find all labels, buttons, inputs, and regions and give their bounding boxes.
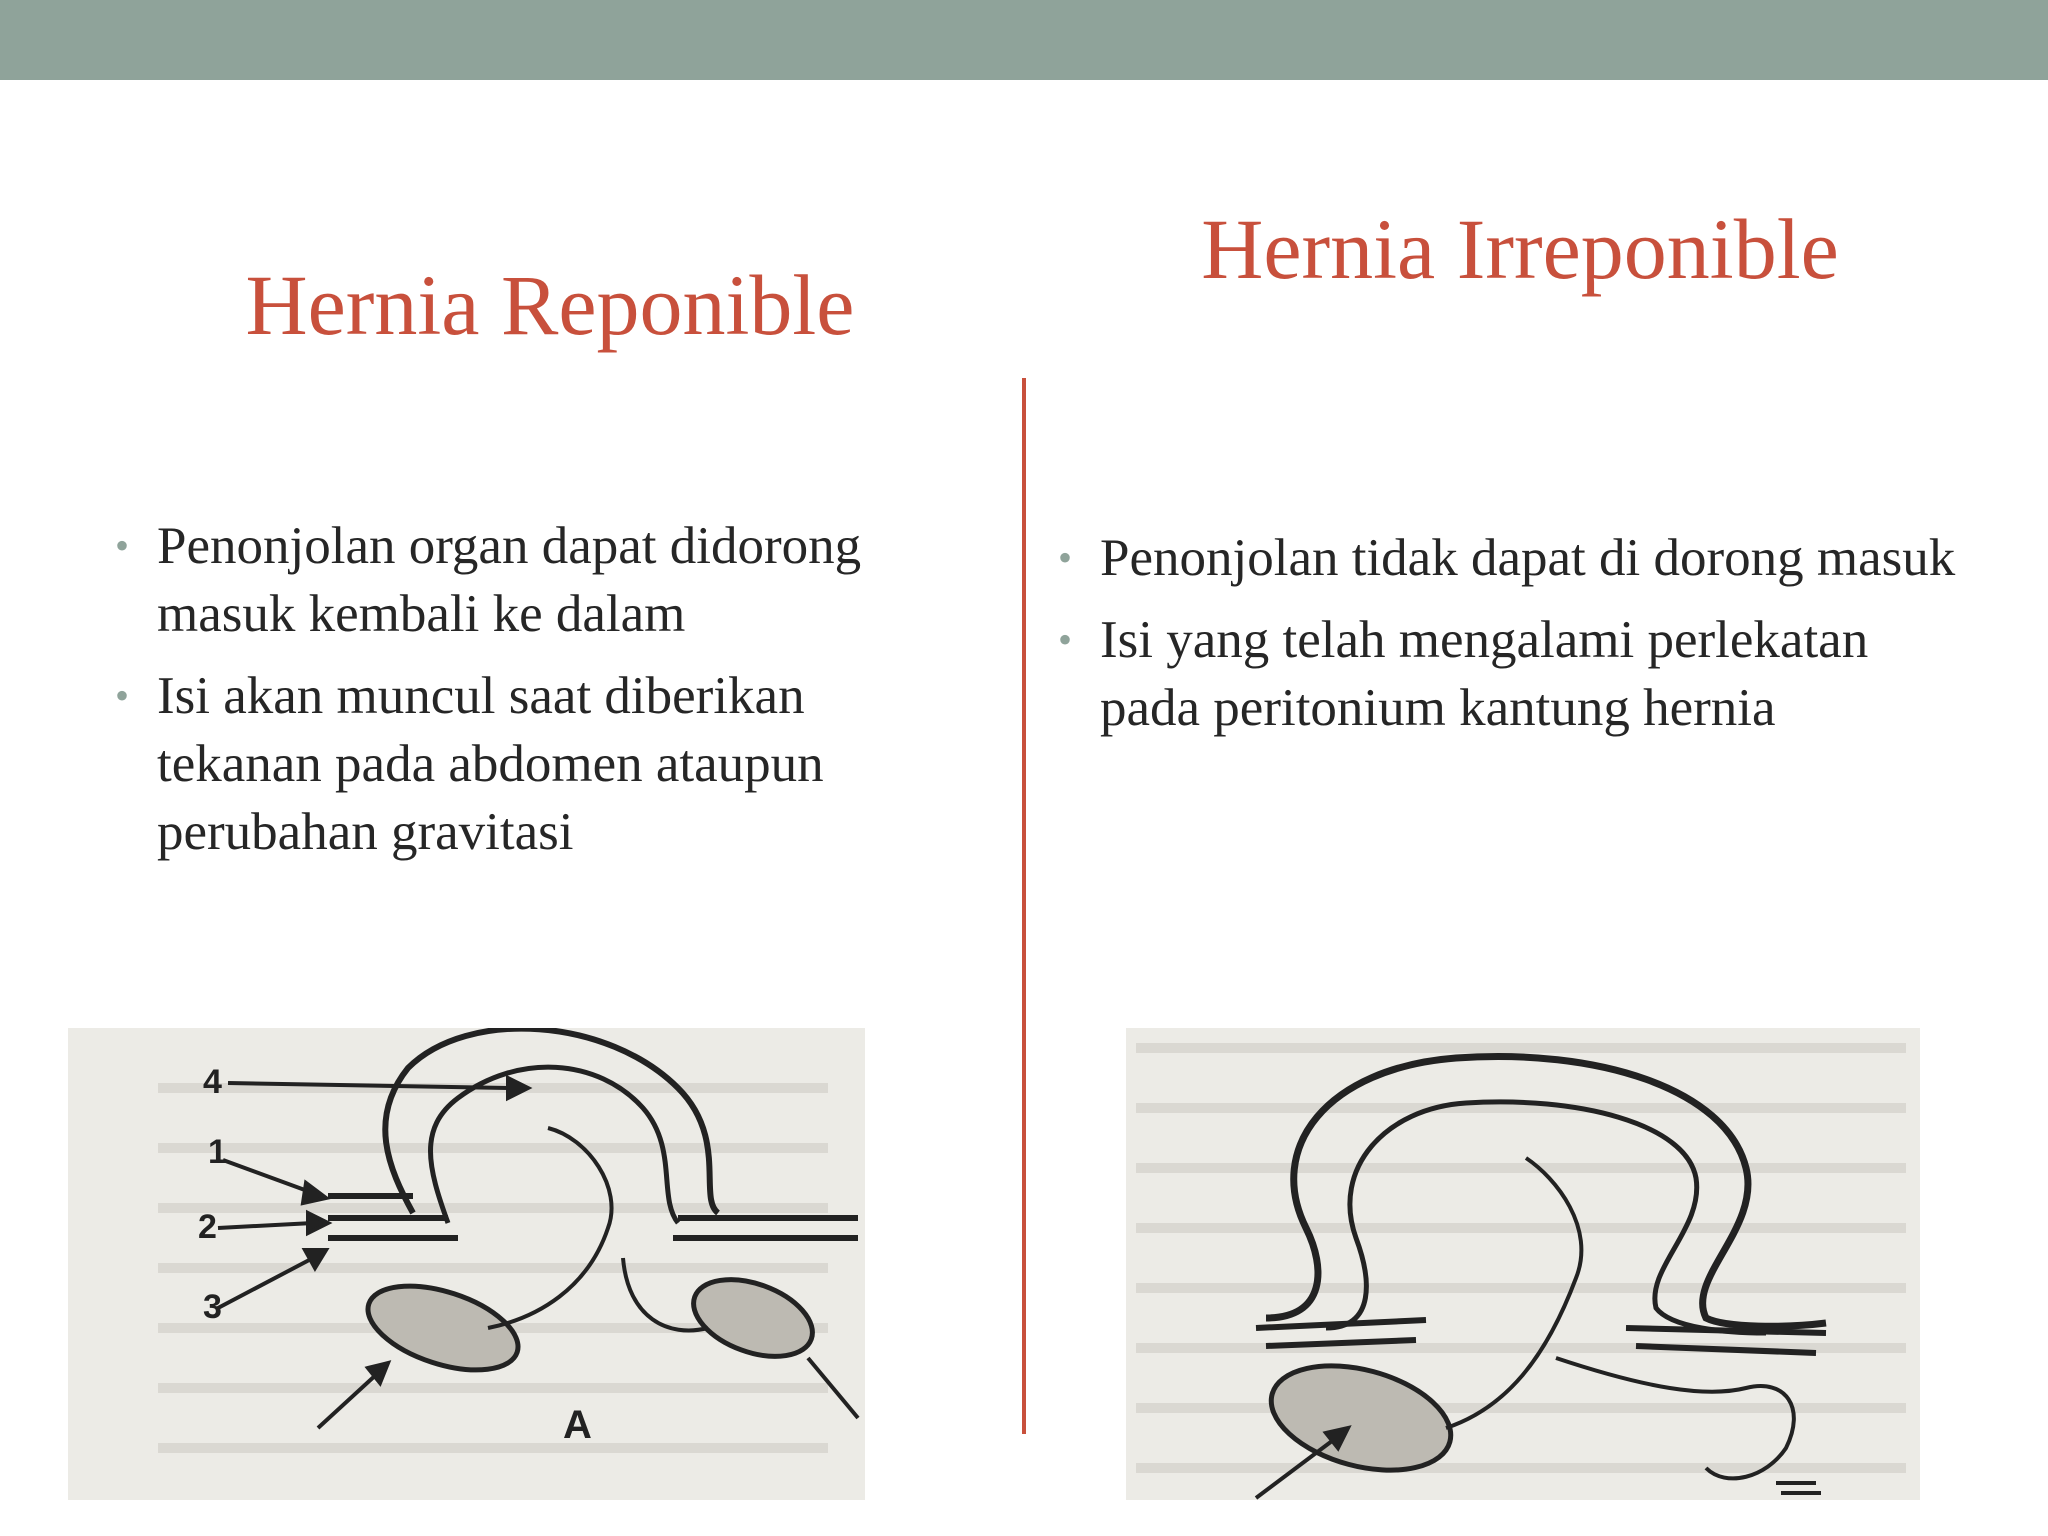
figure-label-3: 3 [203, 1288, 222, 1326]
bullet-text: Penonjolan tidak dapat di dorong masuk [1100, 529, 1956, 587]
hernia-reponible-drawing [68, 1028, 865, 1500]
figure-label-1: 1 [208, 1133, 227, 1171]
hernia-reponible-illustration [68, 1028, 865, 1500]
column-divider [1022, 378, 1026, 1434]
bullet-item [1058, 606, 1958, 742]
bullet-dot-icon: • [115, 523, 130, 568]
bullet-text: Isi yang telah mengalami perlekatan pada peritonium kantung hernia [1100, 611, 1869, 737]
bullet-text: Isi akan muncul saat diberikan tekanan pada abdomen ataupun perubahan gravitasi [157, 667, 824, 861]
figure-label-4: 4 [203, 1063, 222, 1101]
bullet-item [1058, 524, 1958, 592]
bullet-list-right [1058, 524, 1958, 756]
title-hernia-irreponible: Hernia Irreponible [1201, 201, 1839, 297]
bullet-dot-icon: • [1058, 535, 1073, 580]
bullet-text: Penonjolan organ dapat didorong masuk kembali ke dalam [157, 517, 862, 643]
figure-label-a: A [563, 1403, 592, 1447]
top-band [0, 0, 2048, 80]
bullet-dot-icon: • [115, 673, 130, 718]
bullet-list-left [115, 512, 945, 880]
figure-label-2: 2 [198, 1208, 217, 1246]
hernia-irreponible-drawing [1126, 1028, 1920, 1500]
bullet-dot-icon: • [1058, 617, 1073, 662]
bullet-item [115, 662, 945, 866]
hernia-irreponible-illustration [1126, 1028, 1920, 1500]
bullet-item [115, 512, 945, 648]
title-hernia-reponible: Hernia Reponible [245, 257, 855, 353]
